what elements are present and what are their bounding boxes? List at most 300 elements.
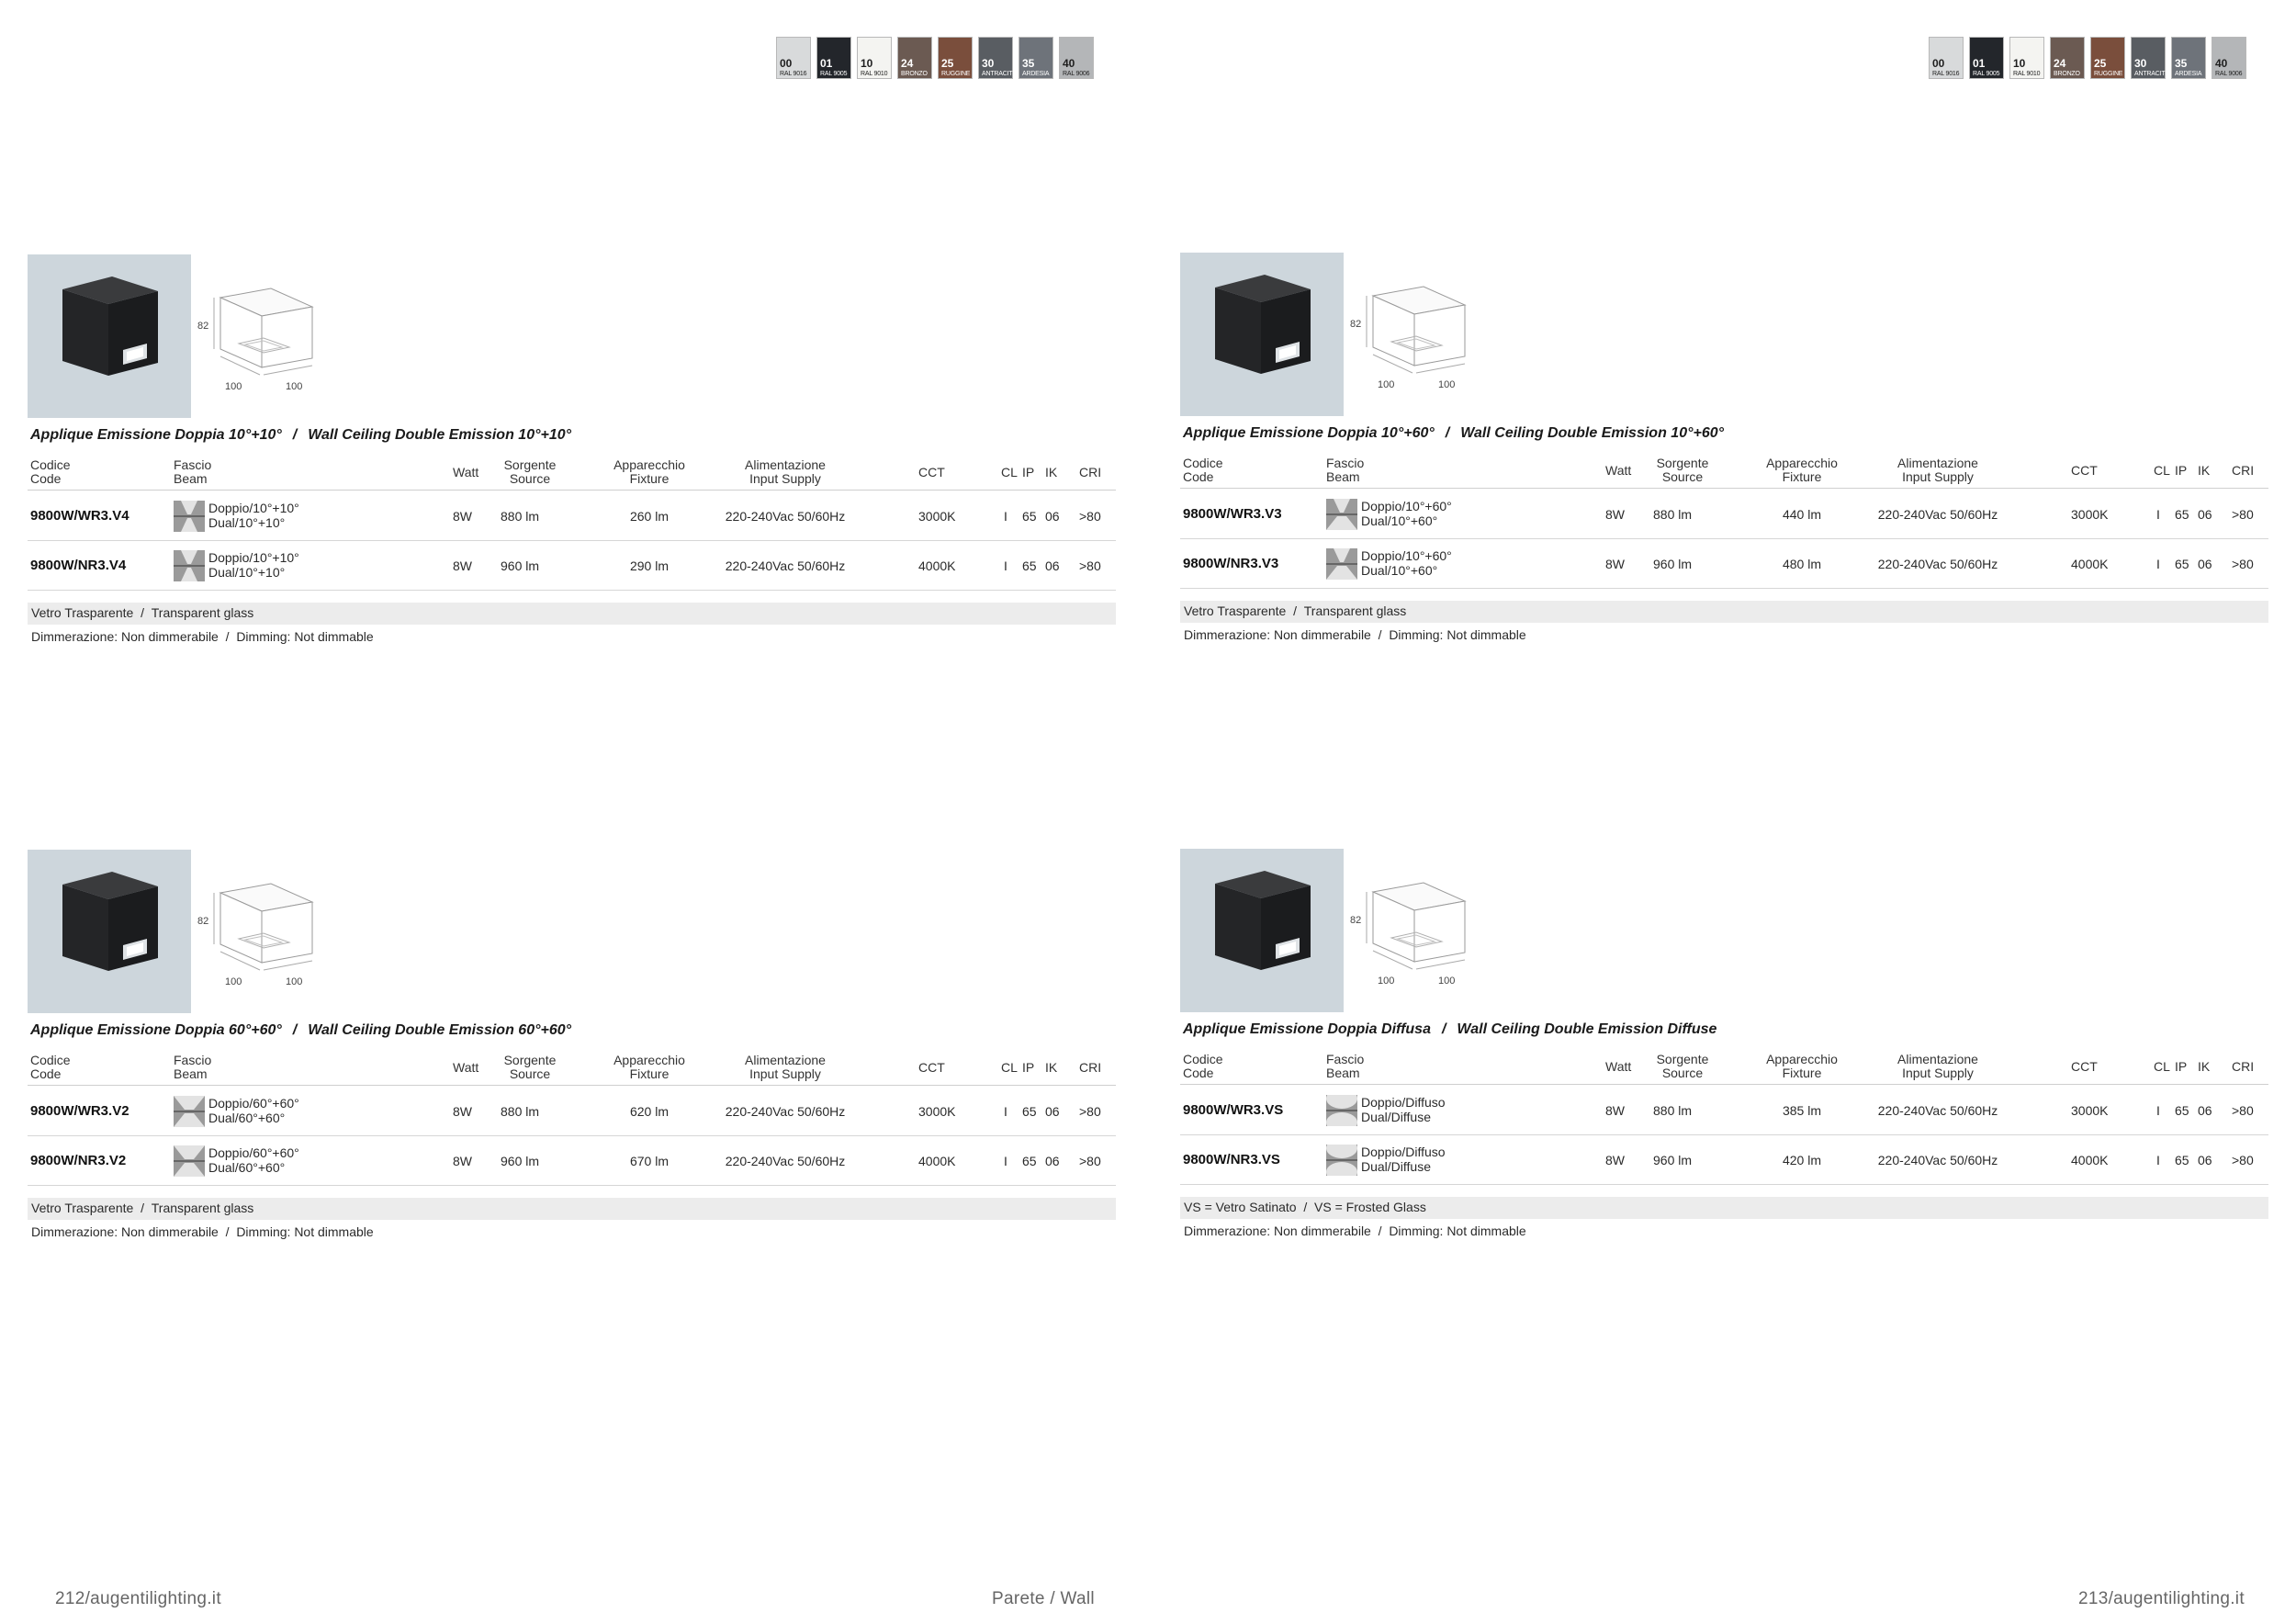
glass-en: Transparent glass [1303, 603, 1407, 618]
beam-icon [174, 1145, 205, 1177]
title-it: Applique Emissione Doppia 60°+60° [30, 1022, 282, 1038]
beam-description [208, 1145, 299, 1175]
glass-en: Transparent glass [151, 605, 254, 620]
color-swatch [776, 37, 811, 79]
glass-en: Transparent glass [151, 1201, 254, 1215]
ik-value: 06 [2198, 1153, 2212, 1167]
header-en: Source [509, 1066, 551, 1081]
glass-text [1184, 1200, 1426, 1214]
cri-value: >80 [2232, 557, 2254, 571]
header-it: Fascio [174, 1053, 212, 1067]
header-it: Sorgente [1656, 1052, 1709, 1066]
beam-icon [1326, 1145, 1357, 1176]
input-supply: 220-240Vac 50/60Hz [1877, 507, 1998, 522]
swatch-ral: ARDESIA [1022, 71, 1050, 77]
product-code: 9800W/NR3.V2 [30, 1153, 127, 1168]
glass-note [1180, 1197, 2268, 1219]
watt-value: 8W [453, 509, 472, 524]
right-page [1148, 0, 2296, 1624]
header-fixture [1751, 457, 1852, 484]
row-divider [28, 1185, 1116, 1186]
dimension-height: 82 [1350, 319, 1362, 330]
header-it: Sorgente [503, 1053, 557, 1067]
header-en: Input Supply [749, 471, 821, 486]
color-swatch [938, 37, 973, 79]
title-en: Wall Ceiling Double Emission 10°+10° [308, 427, 572, 443]
source-lumens: 960 lm [1653, 1153, 1693, 1167]
ik-value: 06 [1045, 509, 1060, 524]
glass-text [31, 1201, 253, 1215]
ip-value: 65 [2175, 1103, 2189, 1118]
ik-value: 06 [2198, 557, 2212, 571]
header-en: Input Supply [1902, 1066, 1974, 1080]
glass-separator: / [1296, 1200, 1315, 1214]
beam-icon [1326, 499, 1357, 530]
header-ik: IK [2198, 1059, 2211, 1074]
dimension-drawing [1350, 285, 1515, 393]
swatch-ral: RAL 9016 [1932, 71, 1960, 77]
beam-description [1361, 548, 1452, 578]
beam-en: Dual/60°+60° [208, 1111, 286, 1125]
header-ip: IP [1022, 1060, 1035, 1075]
dimming-separator: / [218, 1224, 237, 1239]
header-it: Alimentazione [745, 457, 826, 472]
header-supply [716, 1054, 854, 1081]
header-cri: CRI [1079, 1060, 1102, 1075]
beam-en: Dual/10°+10° [208, 565, 286, 580]
glass-it: Vetro Trasparente [1184, 603, 1287, 618]
product-photo-frame [28, 254, 191, 418]
cl-value: I [1004, 1154, 1007, 1168]
cl-value: I [2156, 1103, 2160, 1118]
beam-icon [174, 1096, 205, 1127]
swatch-code: 25 [941, 57, 954, 70]
watt-value: 8W [1605, 557, 1625, 571]
header-it: Apparecchio [613, 457, 685, 472]
header-source [1641, 457, 1724, 484]
header-it: Codice [1183, 1052, 1223, 1066]
header-it: Alimentazione [1897, 1052, 1978, 1066]
header-it: Codice [30, 457, 71, 472]
header-watt: Watt [1605, 1059, 1632, 1074]
header-fixture [599, 1054, 700, 1081]
source-lumens: 880 lm [1653, 1103, 1693, 1118]
swatch-code: 35 [1022, 57, 1035, 70]
table-row [1180, 490, 2268, 539]
title-separator: / [292, 427, 298, 443]
color-swatch [2131, 37, 2169, 79]
input-supply: 220-240Vac 50/60Hz [725, 1104, 846, 1119]
header-divider [1180, 488, 2268, 489]
header-it: Apparecchio [1766, 1052, 1838, 1066]
cct-value: 3000K [2071, 1103, 2109, 1118]
beam-it: Doppio/10°+10° [208, 501, 299, 515]
page-number-left: 212/augentilighting.it [55, 1589, 221, 1608]
beam-it: Doppio/60°+60° [208, 1145, 299, 1160]
product-title [1183, 1021, 1716, 1038]
product-code: 9800W/NR3.V3 [1183, 556, 1279, 571]
cri-value: >80 [2232, 507, 2254, 522]
technical-drawing [197, 287, 363, 395]
header-watt: Watt [453, 1060, 479, 1075]
ik-value: 06 [1045, 558, 1060, 573]
header-it: Sorgente [1656, 456, 1709, 470]
header-en: Input Supply [749, 1066, 821, 1081]
product-code: 9800W/WR3.V3 [1183, 506, 1282, 522]
beam-description [208, 1096, 299, 1125]
dimension-height: 82 [197, 321, 209, 332]
cl-value: I [2156, 1153, 2160, 1167]
dimension-width: 100 [1378, 976, 1395, 987]
header-it: Codice [30, 1053, 71, 1067]
ip-value: 65 [1022, 1154, 1037, 1168]
color-swatch [978, 37, 1017, 79]
finish-swatches [776, 37, 1094, 79]
glass-text [31, 605, 253, 620]
ik-value: 06 [2198, 1103, 2212, 1118]
header-beam [1326, 1053, 1400, 1080]
cri-value: >80 [1079, 558, 1101, 573]
header-en: Beam [1326, 469, 1360, 484]
color-swatch [857, 37, 892, 79]
header-ik: IK [2198, 463, 2211, 478]
header-en: Beam [1326, 1066, 1360, 1080]
header-it: Apparecchio [613, 1053, 685, 1067]
cct-value: 4000K [2071, 1153, 2109, 1167]
swatch-code: 30 [982, 57, 995, 70]
dimension-width: 100 [1378, 379, 1395, 390]
cct-value: 4000K [918, 1154, 956, 1168]
cct-value: 3000K [918, 1104, 956, 1119]
ip-value: 65 [2175, 557, 2189, 571]
beam-it: Doppio/60°+60° [208, 1096, 299, 1111]
beam-description [1361, 1145, 1446, 1174]
dimension-width: 100 [225, 381, 242, 392]
swatch-code: 00 [1932, 57, 1945, 70]
dimming-it: Dimmerazione: Non dimmerabile [1184, 627, 1371, 642]
table-row [28, 491, 1116, 541]
cl-value: I [1004, 558, 1007, 573]
header-supply [1869, 1053, 2007, 1080]
header-ik: IK [1045, 465, 1058, 479]
dimension-height: 82 [197, 916, 209, 927]
watt-value: 8W [453, 1154, 472, 1168]
color-swatch [2212, 37, 2246, 79]
product-block [28, 254, 1116, 668]
source-lumens: 960 lm [1653, 557, 1693, 571]
glass-text [1184, 603, 1406, 618]
header-en: Fixture [1782, 1066, 1822, 1080]
swatch-ral: ANTRACITE [982, 71, 1017, 77]
beam-en: Dual/60°+60° [208, 1160, 286, 1175]
swatch-code: 24 [901, 57, 914, 70]
product-title [30, 1022, 571, 1039]
title-it: Applique Emissione Doppia 10°+60° [1183, 425, 1435, 441]
table-row [1180, 1135, 2268, 1185]
watt-value: 8W [453, 558, 472, 573]
header-beam [1326, 457, 1400, 484]
title-it: Applique Emissione Doppia 10°+10° [30, 427, 282, 443]
dimension-depth: 100 [1438, 976, 1456, 987]
header-it: Fascio [1326, 456, 1365, 470]
title-separator: / [1441, 1021, 1446, 1037]
swatch-ral: RUGGINE [2094, 71, 2123, 77]
source-lumens: 960 lm [501, 1154, 540, 1168]
title-en: Wall Ceiling Double Emission Diffuse [1457, 1021, 1717, 1037]
input-supply: 220-240Vac 50/60Hz [725, 558, 846, 573]
dimension-depth: 100 [286, 976, 303, 987]
beam-icon [174, 550, 205, 581]
header-en: Source [1661, 1066, 1704, 1080]
color-swatch [2171, 37, 2206, 79]
header-cl: CL [1001, 1060, 1018, 1075]
swatch-ral: RAL 9016 [780, 71, 807, 77]
swatch-ral: RAL 9006 [2215, 71, 2243, 77]
cct-value: 3000K [2071, 507, 2109, 522]
color-swatch [2050, 37, 2085, 79]
title-en: Wall Ceiling Double Emission 10°+60° [1460, 425, 1725, 441]
table-row [28, 1136, 1116, 1186]
ik-value: 06 [2198, 507, 2212, 522]
header-fixture [599, 458, 700, 486]
dimming-note [1184, 1224, 1526, 1240]
header-source [489, 1054, 571, 1081]
row-divider [28, 590, 1116, 591]
color-swatch [1019, 37, 1053, 79]
beam-en: Dual/10°+60° [1361, 563, 1438, 578]
glass-it: VS = Vetro Satinato [1184, 1200, 1297, 1214]
header-it: Sorgente [503, 457, 557, 472]
fixture-lumens: 260 lm [629, 509, 670, 524]
swatch-ral: RAL 9006 [1063, 71, 1090, 77]
dimming-en: Dimming: Not dimmable [1389, 627, 1526, 642]
header-en: Fixture [1782, 469, 1822, 484]
source-lumens: 880 lm [501, 1104, 540, 1119]
product-title [30, 427, 571, 444]
table-row [28, 541, 1116, 591]
beam-it: Doppio/10°+60° [1361, 499, 1452, 513]
ik-value: 06 [1045, 1154, 1060, 1168]
header-en: Source [509, 471, 551, 486]
product-code: 9800W/NR3.VS [1183, 1152, 1280, 1167]
product-photo-frame [1180, 849, 1344, 1012]
title-it: Applique Emissione Doppia Diffusa [1183, 1021, 1431, 1037]
product-code: 9800W/NR3.V4 [30, 558, 127, 573]
dimming-separator: / [1370, 627, 1390, 642]
header-it: Codice [1183, 456, 1223, 470]
color-swatch [1059, 37, 1094, 79]
input-supply: 220-240Vac 50/60Hz [725, 509, 846, 524]
fixture-lumens: 440 lm [1782, 507, 1822, 522]
swatch-code: 30 [2134, 57, 2147, 70]
swatch-ral: BRONZO [901, 71, 928, 77]
header-source [489, 458, 571, 486]
dimension-depth: 100 [286, 381, 303, 392]
source-lumens: 960 lm [501, 558, 540, 573]
header-source [1641, 1053, 1724, 1080]
beam-description [208, 550, 299, 580]
glass-note [28, 1198, 1116, 1220]
glass-separator: / [133, 1201, 152, 1215]
table-row [28, 1087, 1116, 1136]
fixture-lumens: 385 lm [1782, 1103, 1822, 1118]
header-en: Beam [174, 1066, 208, 1081]
header-en: Source [1661, 469, 1704, 484]
dimming-it: Dimmerazione: Non dimmerabile [1184, 1224, 1371, 1238]
dimming-en: Dimming: Not dimmable [236, 1224, 374, 1239]
dimension-width: 100 [225, 976, 242, 987]
input-supply: 220-240Vac 50/60Hz [1877, 557, 1998, 571]
dimension-height: 82 [1350, 915, 1362, 926]
header-it: Apparecchio [1766, 456, 1838, 470]
dimming-en: Dimming: Not dimmable [236, 629, 374, 644]
cl-value: I [1004, 1104, 1007, 1119]
header-en: Code [1183, 1066, 1214, 1080]
ip-value: 65 [1022, 509, 1037, 524]
cri-value: >80 [2232, 1153, 2254, 1167]
product-photo [1180, 849, 1344, 1012]
table-row [1180, 539, 2268, 589]
header-code [1183, 457, 1266, 484]
section-title: Parete / Wall [992, 1589, 1095, 1608]
input-supply: 220-240Vac 50/60Hz [1877, 1103, 1998, 1118]
ip-value: 65 [2175, 1153, 2189, 1167]
header-cri: CRI [2232, 1059, 2255, 1074]
color-swatch [816, 37, 851, 79]
cct-value: 3000K [918, 509, 956, 524]
swatch-code: 00 [780, 57, 793, 70]
beam-it: Doppio/10°+60° [1361, 548, 1452, 563]
dimming-en: Dimming: Not dimmable [1389, 1224, 1526, 1238]
cl-value: I [2156, 557, 2160, 571]
color-swatch [1969, 37, 2004, 79]
cri-value: >80 [2232, 1103, 2254, 1118]
dimension-drawing [197, 287, 363, 395]
beam-it: Doppio/10°+10° [208, 550, 299, 565]
dimming-separator: / [218, 629, 237, 644]
beam-icon [174, 501, 205, 532]
header-code [30, 458, 113, 486]
header-cl: CL [2154, 1059, 2170, 1074]
page-number-right: 213/augentilighting.it [2078, 1589, 2245, 1608]
product-title [1183, 425, 1724, 442]
color-swatch [897, 37, 932, 79]
beam-description [1361, 1095, 1446, 1124]
dimming-note [31, 1224, 374, 1241]
dimming-it: Dimmerazione: Non dimmerabile [31, 629, 219, 644]
header-supply [716, 458, 854, 486]
header-en: Code [30, 1066, 62, 1081]
glass-note [28, 603, 1116, 625]
dimension-depth: 100 [1438, 379, 1456, 390]
glass-separator: / [133, 605, 152, 620]
cri-value: >80 [1079, 1154, 1101, 1168]
header-cct: CCT [2071, 463, 2098, 478]
beam-en: Dual/Diffuse [1361, 1110, 1432, 1124]
ip-value: 65 [1022, 1104, 1037, 1119]
dimming-note [31, 629, 374, 646]
product-block [28, 850, 1116, 1263]
product-photo [1180, 253, 1344, 416]
header-beam [174, 458, 247, 486]
header-code [30, 1054, 113, 1081]
swatch-code: 40 [2215, 57, 2228, 70]
cri-value: >80 [1079, 509, 1101, 524]
cl-value: I [1004, 509, 1007, 524]
watt-value: 8W [1605, 1153, 1625, 1167]
glass-it: Vetro Trasparente [31, 605, 134, 620]
cct-value: 4000K [2071, 557, 2109, 571]
swatch-code: 10 [861, 57, 873, 70]
header-cct: CCT [918, 1060, 945, 1075]
fixture-lumens: 480 lm [1782, 557, 1822, 571]
glass-en: VS = Frosted Glass [1314, 1200, 1426, 1214]
header-it: Alimentazione [1897, 456, 1978, 470]
header-en: Fixture [629, 1066, 670, 1081]
input-supply: 220-240Vac 50/60Hz [1877, 1153, 1998, 1167]
watt-value: 8W [1605, 507, 1625, 522]
dimension-drawing [1350, 881, 1515, 989]
row-divider [1180, 588, 2268, 589]
header-cct: CCT [918, 465, 945, 479]
color-swatch [1929, 37, 1964, 79]
beam-icon [1326, 1095, 1357, 1126]
header-cl: CL [2154, 463, 2170, 478]
header-en: Beam [174, 471, 208, 486]
beam-description [1361, 499, 1452, 528]
row-divider [1180, 1184, 2268, 1185]
glass-note [1180, 601, 2268, 623]
title-separator: / [1445, 425, 1450, 441]
glass-separator: / [1286, 603, 1304, 618]
dimming-it: Dimmerazione: Non dimmerabile [31, 1224, 219, 1239]
header-beam [174, 1054, 247, 1081]
title-separator: / [292, 1022, 298, 1038]
product-photo-frame [28, 850, 191, 1013]
beam-description [208, 501, 299, 530]
color-swatch [2090, 37, 2125, 79]
header-fixture [1751, 1053, 1852, 1080]
header-supply [1869, 457, 2007, 484]
header-cri: CRI [2232, 463, 2255, 478]
technical-drawing [1350, 881, 1515, 989]
table-row [1180, 1086, 2268, 1135]
beam-icon [1326, 548, 1357, 580]
header-cri: CRI [1079, 465, 1102, 479]
product-code: 9800W/WR3.V2 [30, 1103, 129, 1119]
glass-it: Vetro Trasparente [31, 1201, 134, 1215]
color-swatch [2009, 37, 2044, 79]
cct-value: 4000K [918, 558, 956, 573]
swatch-ral: RAL 9005 [1973, 71, 2000, 77]
beam-en: Dual/10°+60° [1361, 513, 1438, 528]
product-photo-frame [1180, 253, 1344, 416]
swatch-code: 25 [2094, 57, 2107, 70]
beam-en: Dual/Diffuse [1361, 1159, 1432, 1174]
fixture-lumens: 670 lm [629, 1154, 670, 1168]
cri-value: >80 [1079, 1104, 1101, 1119]
swatch-code: 10 [2013, 57, 2026, 70]
ip-value: 65 [2175, 507, 2189, 522]
beam-en: Dual/10°+10° [208, 515, 286, 530]
source-lumens: 880 lm [1653, 507, 1693, 522]
technical-drawing [1350, 285, 1515, 393]
swatch-ral: RAL 9010 [2013, 71, 2041, 77]
source-lumens: 880 lm [501, 509, 540, 524]
swatch-code: 24 [2054, 57, 2066, 70]
swatch-ral: ARDESIA [2175, 71, 2202, 77]
header-ip: IP [2175, 463, 2188, 478]
